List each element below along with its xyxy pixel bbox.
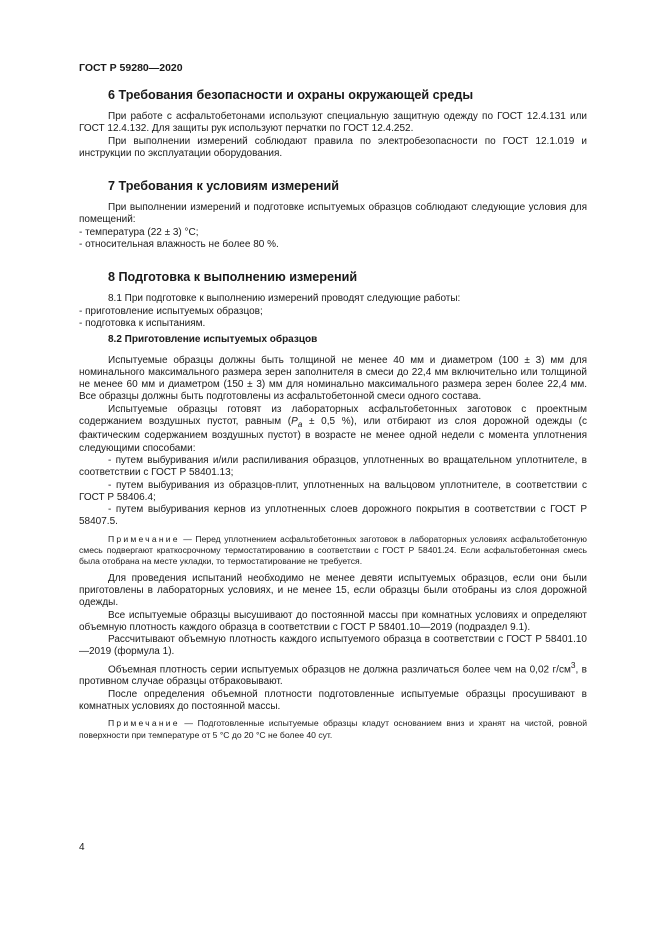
document-header: ГОСТ Р 59280—2020: [79, 62, 183, 74]
section-8-paragraph-6: Рассчитывают объемную плотность каждого испытуемого образца в соответствии с ГОСТ Р 58401.10—2019 (формула 1).: [79, 634, 587, 658]
method-list-item: - путем выбуривания и/или распиливания образцов, уплотненных во вращательном уплотнителе, в соответствии с ГОСТ Р 58401.13;: [79, 454, 587, 479]
section-7-list-item: - температура (22 ± 3) °С;: [79, 226, 199, 238]
section-8-heading: 8 Подготовка к выполнению измерений: [108, 270, 358, 285]
method-list-item: - путем выбуривания кернов из уплотненных слоев дорожного покрытия в соответствии с ГОСТ Р 58407.5.: [79, 504, 587, 528]
paragraph-7-part-a: Объемная плотность серии испытуемых образцов не должна различаться более чем на 0,02 г/см: [108, 664, 571, 676]
section-8-list-item: - приготовление испытуемых образцов;: [79, 305, 263, 317]
section-8-paragraph-2: Испытуемые образцы должны быть толщиной не менее 40 мм и диаметром (100 ± 3) мм для номинального максимального размера зерен заполнителя в смеси до 22,4 мм включительно или толщиной не менее 60 мм и диаметром (150 ± 3) мм для номинально максимального размера зерен более 22,4 мм. Все образцы должны быть подготовлены из асфальтобетонной смеси одного состава.: [79, 354, 587, 403]
note-1-label: Примечание: [108, 533, 180, 544]
cubic-superscript: 3: [570, 659, 576, 670]
note-1-text: — Перед уплотнением асфальтобетонных заготовок в лабораторных условиях асфальтобетонную смесь подвергают краткосрочному термостатированию в соответствии с ГОСТ Р 58401.24. Если асфальтобетонная смесь была отобрана на месте укладки, то термостатирование не требуется.: [79, 533, 587, 567]
note-1: [79, 534, 587, 568]
note-2: [79, 718, 587, 741]
section-7-heading: 7 Требования к условиям измерений: [108, 179, 339, 194]
section-6-paragraph-1: При работе с асфальтобетонами используют специальную защитную одежду по ГОСТ 12.4.131 или ГОСТ 12.4.132. Для защиты рук используют перчатки по ГОСТ 12.4.252.: [79, 111, 587, 135]
section-8-paragraph-7: [79, 659, 587, 689]
subsection-8-2-heading: 8.2 Приготовление испытуемых образцов: [108, 334, 318, 346]
section-8-paragraph-4: Для проведения испытаний необходимо не менее девяти испытуемых образцов, если они были приготовлены в лабораторных условиях, и не менее 15, если образцы были отобраны из слоя дорожной одежды.: [79, 572, 587, 609]
paragraph-3-part-a: Испытуемые образцы готовят из лабораторных асфальтобетонных заготовок с проектным содержанием воздушных пустот, равным (: [79, 403, 587, 428]
paragraph-3-part-b: ± 0,5 %), или отбирают из слоя дорожной одежды (с фактическим содержанием воздушных пустот) в возрасте не менее одной недели с момента уплотнения следующими способами:: [79, 416, 587, 454]
note-2-text: — Подготовленные испытуемые образцы кладут основанием вниз и хранят на чистой, ровной поверхности при температуре от 5 °С до 20 °С не более 40 сут.: [79, 718, 587, 740]
method-list-item: - путем выбуривания из образцов-плит, уплотненных на вальцовом уплотнителе, в соответствии с ГОСТ Р 58406.4;: [79, 479, 587, 503]
section-8-paragraph-5: Все испытуемые образцы высушивают до постоянной массы при комнатных условиях и определяют объемную плотность каждого образца в соответствии с ГОСТ Р 58401.10—2019 (подраздел 9.1).: [79, 609, 587, 633]
section-8-paragraph-3: [79, 404, 587, 455]
section-6-heading: 6 Требования безопасности и охраны окружающей среды: [108, 88, 474, 102]
section-8-paragraph-1: 8.1 При подготовке к выполнению измерений проводят следующие работы:: [108, 293, 461, 305]
air-voids-subscript: a: [297, 419, 303, 430]
section-7-list-item: - относительная влажность не более 80 %.: [79, 239, 279, 251]
section-7-paragraph-1: При выполнении измерений и подготовке испытуемых образцов соблюдают следующие условия для помещений:: [79, 202, 587, 226]
page-content: [79, 88, 587, 741]
air-voids-symbol: P: [291, 416, 298, 428]
note-2-label: Примечание: [108, 718, 180, 729]
paragraph-7-part-b: , в противном случае образцы отбраковывают.: [79, 664, 587, 688]
section-6-paragraph-2: При выполнении измерений соблюдают правила по электробезопасности по ГОСТ 12.1.019 и инструкции по эксплуатации оборудования.: [79, 135, 587, 159]
section-8-paragraph-8: После определения объемной плотности подготовленные испытуемые образцы просушивают в комнатных условиях до постоянной массы.: [79, 688, 587, 712]
section-8-list-item: - подготовка к испытаниям.: [79, 317, 206, 329]
page-number: 4: [79, 842, 85, 853]
